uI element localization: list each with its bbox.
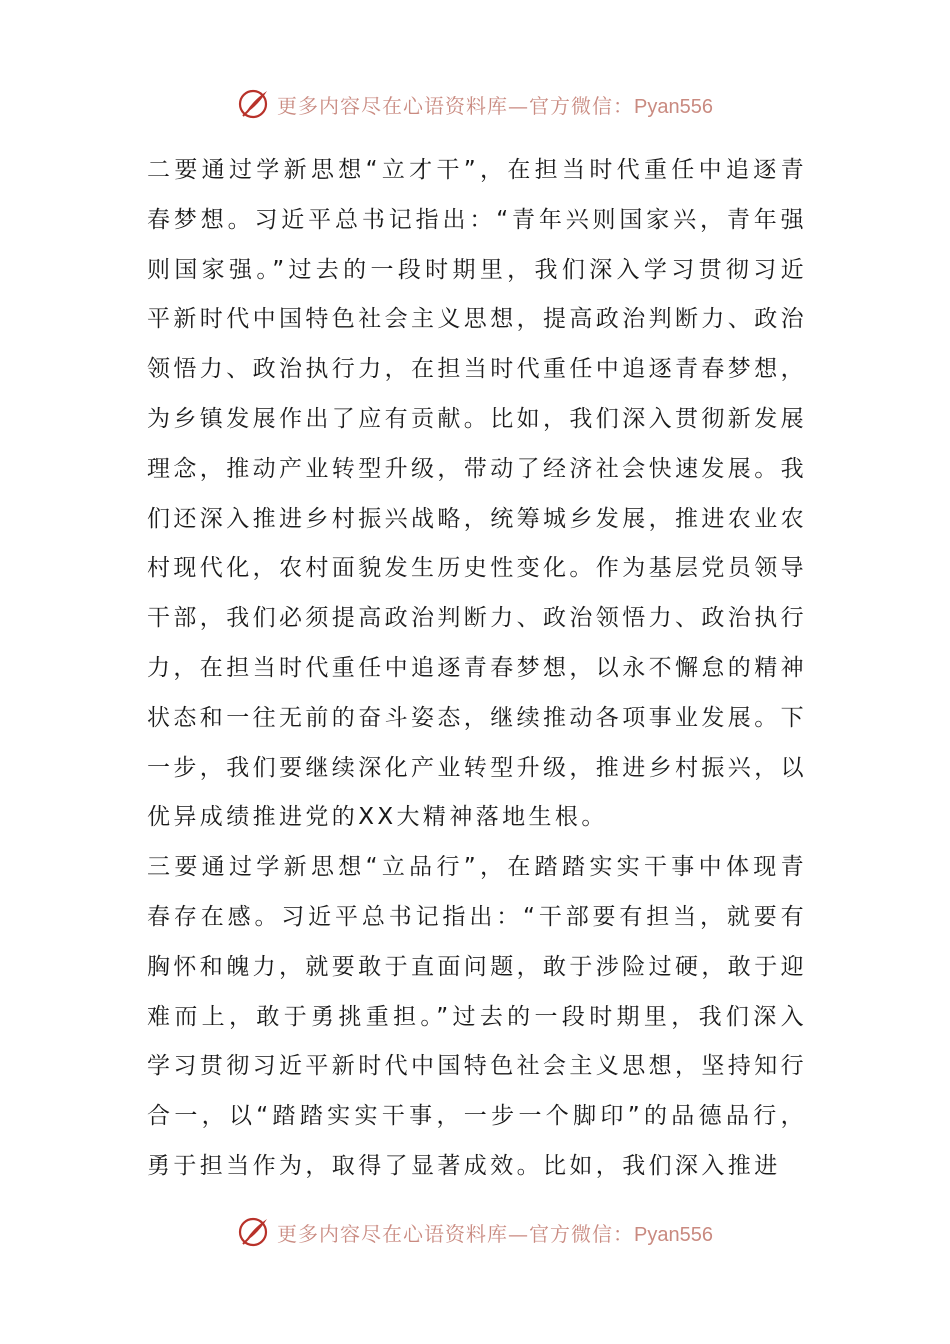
footer-watermark <box>0 1212 950 1252</box>
watermark-text: 更多内容尽在心语资料库—官方微信：Pyan556 <box>277 1221 713 1246</box>
watermark-text: 更多内容尽在心语资料库—官方微信：Pyan556 <box>277 93 713 118</box>
watermark-wechat-id: Pyan556 <box>634 1223 713 1246</box>
header-watermark <box>0 84 950 124</box>
quill-pen-logo-icon <box>237 1215 271 1249</box>
watermark-wechat-id: Pyan556 <box>634 95 713 118</box>
paragraph-2: 三要通过学新思想“立品行”，在踏踏实实干事中体现青春存在感。习近平总书记指出：“干部要有担当，就要有胸怀和魄力，就要敢于直面问题，敢于涉险过硬，敢于迎难而上，敢于勇挑重担。”过去的一段时期里，我们深入学习贯彻习近平新时代中国特色社会主义思想，坚持知行合一，以“踏踏实实干事，一步一个脚印”的品德品行，勇于担当作为，取得了显著成效。比如，我们深入推进 <box>147 854 807 1179</box>
paragraph-1: 二要通过学新思想“立才干”，在担当时代重任中追逐青春梦想。习近平总书记指出：“青年兴则国家兴，青年强则国家强。”过去的一段时期里，我们深入学习贯彻习近平新时代中国特色社会主义思想，提高政治判断力、政治领悟力、政治执行力，在担当时代重任中追逐青春梦想，为乡镇发展作出了应有贡献。比如，我们深入贯彻新发展理念，推动产业转型升级，带动了经济社会快速发展。我们还深入推进乡村振兴战略，统筹城乡发展，推进农业农村现代化，农村面貌发生历史性变化。作为基层党员领导干部，我们必须提高政治判断力、政治领悟力、政治执行力，在担当时代重任中追逐青春梦想，以永不懈怠的精神状态和一往无前的奋斗姿态，继续推动各项事业发展。下一步，我们要继续深化产业转型升级，推进乡村振兴，以优异成绩推进党的XX大精神落地生根。 <box>147 157 807 831</box>
quill-pen-logo-icon <box>237 87 271 121</box>
document-body <box>147 146 807 1192</box>
